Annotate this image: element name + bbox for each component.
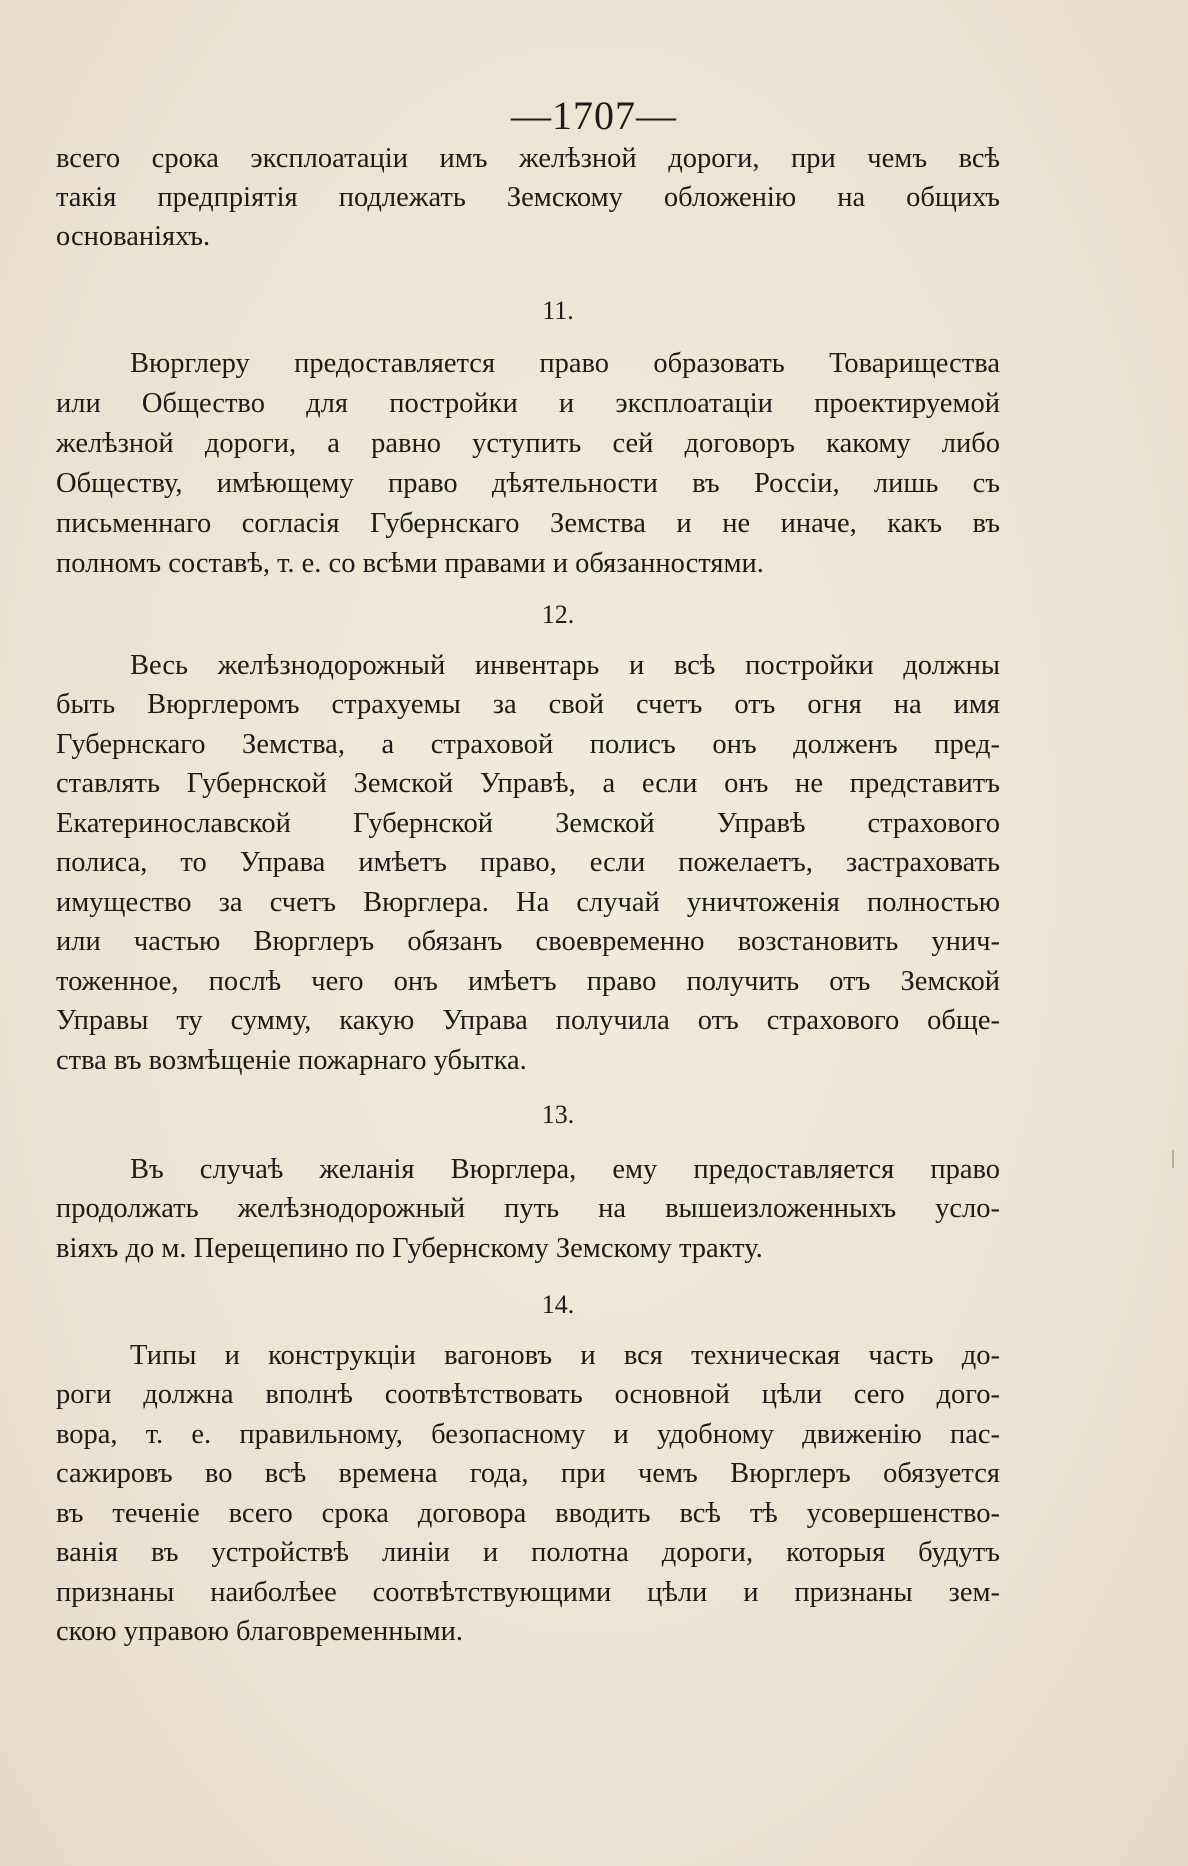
text-line: полиса, то Управа имѣетъ право, если пожелаетъ, застраховать — [56, 847, 1000, 878]
text-line: віяхъ до м. Перещепино по Губернскому Земскому тракту. — [56, 1233, 763, 1264]
text-line: тоженное, послѣ чего онъ имѣетъ право получить отъ Земской — [56, 966, 1000, 997]
text-line: желѣзной дороги, а равно уступить сей договоръ какому либо — [56, 428, 1000, 459]
margin-mark — [1172, 1150, 1174, 1168]
section-number: 12. — [541, 600, 575, 629]
text-line: имущество за счетъ Вюрглера. На случай уничтоженія полностью — [56, 887, 1000, 918]
text-line: быть Вюрглеромъ страхуемы за свой счетъ отъ огня на имя — [56, 689, 1000, 720]
text-line: ства въ возмѣщеніе пожарнаго убытка. — [56, 1045, 527, 1076]
text-line: ставлять Губернской Земской Управѣ, а если онъ не представитъ — [56, 768, 1000, 799]
text-line: Въ случаѣ желанія Вюрглера, ему предоставляется право — [130, 1154, 1000, 1185]
text-line: или частью Вюрглеръ обязанъ своевременно возстановить унич- — [56, 926, 1000, 957]
text-line: основаніяхъ. — [56, 221, 211, 252]
text-line: Губернскаго Земства, а страховой полисъ онъ долженъ пред- — [56, 729, 1000, 760]
text-line: ванія въ устройствѣ линіи и полотна дороги, которыя будутъ — [56, 1537, 1000, 1568]
text-line: Екатеринославской Губернской Земской Управѣ страхового — [56, 808, 1000, 839]
text-line: сажировъ во всѣ времена года, при чемъ Вюрглеръ обязуется — [56, 1458, 1000, 1489]
text-line: Управы ту сумму, какую Управа получила отъ страхового обще- — [56, 1005, 1000, 1036]
section-number: 11. — [542, 296, 574, 325]
text-line: письменнаго согласія Губернскаго Земства и не иначе, какъ въ — [56, 508, 1000, 539]
text-line: продолжать желѣзнодорожный путь на вышеизложенныхъ усло- — [56, 1193, 1000, 1224]
section-number: 14. — [541, 1290, 575, 1319]
section-number: 13. — [541, 1100, 575, 1129]
page-number: —1707— — [511, 93, 677, 138]
text-line: скою управою благовременными. — [56, 1616, 464, 1647]
text-line: или Общество для постройки и эксплоатаціи проектируемой — [56, 388, 1000, 419]
text-line: роги должна вполнѣ соотвѣтствовать основной цѣли сего дого- — [56, 1379, 1000, 1410]
text-line: полномъ составѣ, т. е. со всѣми правами и обязанностями. — [56, 548, 764, 579]
text-line: признаны наиболѣее соотвѣтствующими цѣли и признаны зем- — [56, 1577, 1000, 1608]
text-line: Типы и конструкціи вагоновъ и вся техническая часть до- — [130, 1340, 1000, 1371]
text-line: въ теченіе всего срока договора вводить всѣ тѣ усовершенство- — [56, 1498, 1000, 1529]
text-line: Обществу, имѣющему право дѣятельности въ Россіи, лишь съ — [56, 468, 1000, 499]
text-line: Весь желѣзнодорожный инвентарь и всѣ постройки должны — [130, 650, 1000, 681]
text-line: такія предпріятія подлежать Земскому обложенію на общихъ — [56, 182, 1000, 213]
text-line: Вюрглеру предоставляется право образовать Товарищества — [130, 348, 1000, 379]
text-line: вора, т. е. правильному, безопасному и удобному движенію пас- — [56, 1419, 1000, 1450]
text-line: всего срока эксплоатаціи имъ желѣзной дороги, при чемъ всѣ — [56, 143, 1000, 174]
